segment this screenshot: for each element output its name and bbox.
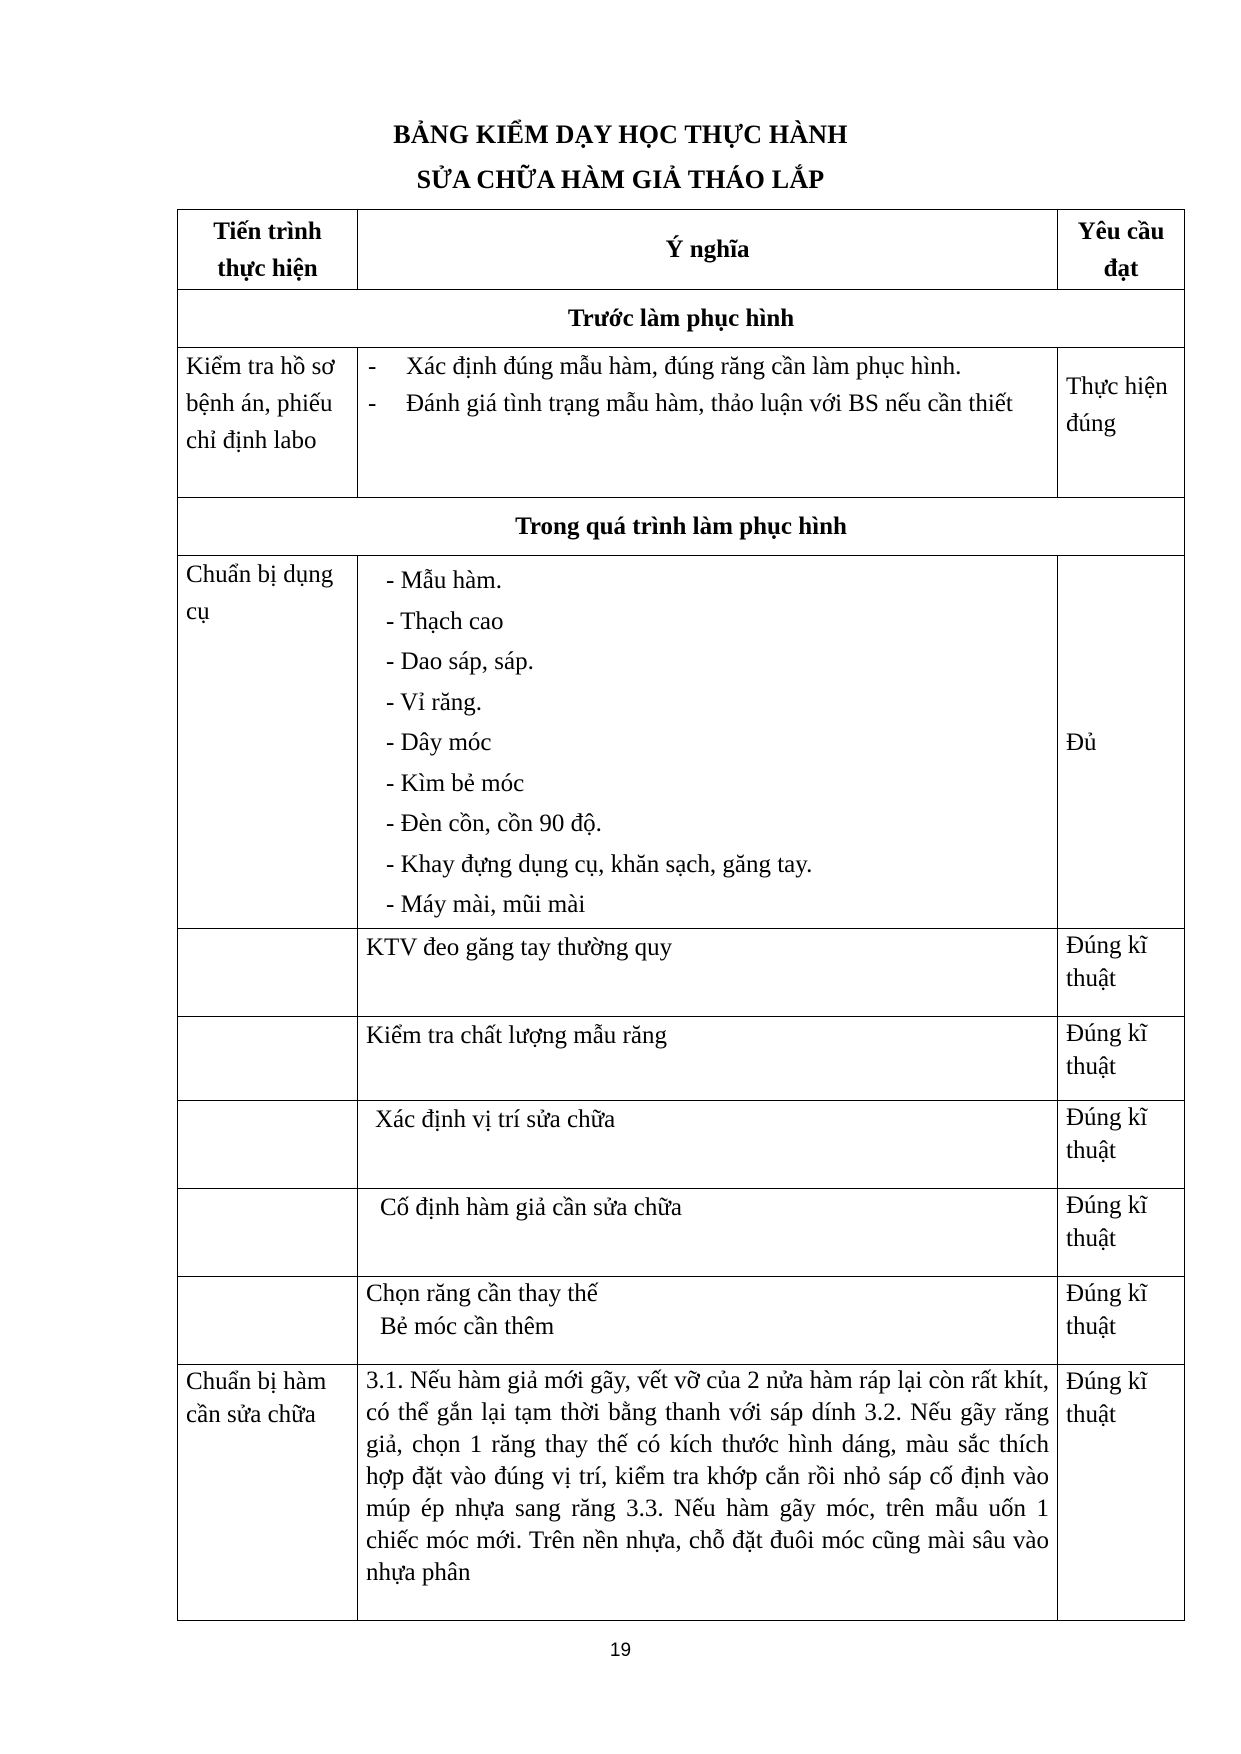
table-row (178, 348, 1185, 498)
step-cell (178, 1277, 358, 1365)
step-cell (178, 1189, 358, 1277)
meaning-cell (358, 1277, 1058, 1365)
meaning-cell: Kiểm tra chất lượng mẫu răng (358, 1017, 1058, 1101)
list-item: - Xác định đúng mẫu hàm, đúng răng cần làm phục hình. (366, 348, 1049, 385)
list-item: - Mẫu hàm. (386, 567, 502, 594)
meaning-cell: 3.1. Nếu hàm giả mới gãy, vết vỡ của 2 nửa hàm ráp lại còn rất khít, có thể gắn lại tạm thời bằng thanh với sáp dính 3.2. Nếu gãy răng giả, chọn 1 răng thay thế có kích thước hình dáng, màu sắc thích hợp đặt vào đúng vị trí, kiểm tra khớp cắn rồi nhỏ sáp cố định vào múp ép nhựa sang răng 3.3. Nếu hàm gãy móc, trên mẫu uốn 1 chiếc móc mới. Trên nền nhựa, chỗ đặt đuôi móc cũng mài sâu vào nhựa phân (358, 1365, 1058, 1621)
table-row (178, 1277, 1185, 1365)
requirement-cell: Đúng kĩ thuật (1058, 1277, 1185, 1365)
page-title-line2: SỬA CHỮA HÀM GIẢ THÁO LẮP (416, 165, 825, 194)
step-cell (178, 1101, 358, 1189)
requirement-cell: Thực hiện đúng (1058, 348, 1185, 498)
table-header-row (178, 210, 1185, 290)
list-item: - Đánh giá tình trạng mẫu hàm, thảo luận với BS nếu cần thiết (366, 385, 1049, 422)
section-row (178, 290, 1185, 348)
step-cell: Kiểm tra hồ sơ bệnh án, phiếu chỉ định labo (178, 348, 358, 498)
meaning-cell (358, 556, 1058, 929)
requirement-cell: Đúng kĩ thuật (1058, 1365, 1185, 1621)
page-title-line1: BẢNG KIỂM DẠY HỌC THỰC HÀNH (393, 120, 848, 149)
table-row (178, 1017, 1185, 1101)
step-cell: Chuẩn bị dụng cụ (178, 556, 358, 929)
step-cell (178, 1017, 358, 1101)
step-cell (178, 929, 358, 1017)
list-item: - Dao sáp, sáp. (386, 648, 534, 675)
requirement-cell: Đúng kĩ thuật (1058, 1101, 1185, 1189)
step-cell: Chuẩn bị hàm cần sửa chữa (178, 1365, 358, 1621)
list-item: - Máy mài, mũi mài (386, 891, 586, 918)
header-step: Tiến trình thực hiện (178, 210, 358, 290)
section-row (178, 498, 1185, 556)
list-item: - Kìm bẻ móc (386, 769, 525, 797)
list-item: - Đèn cồn, cồn 90 độ. (386, 810, 602, 837)
table-row (178, 1101, 1185, 1189)
bend-clasp-text: Bẻ móc cần thêm (380, 1313, 555, 1340)
header-requirement: Yêu cầu đạt (1058, 210, 1185, 290)
list-item: - Vỉ răng. (386, 688, 483, 716)
requirement-cell: Đúng kĩ thuật (1058, 1189, 1185, 1277)
requirement-cell: Đúng kĩ thuật (1058, 929, 1185, 1017)
table-row (178, 1189, 1185, 1277)
meaning-cell: Cố định hàm giả cần sửa chữa (358, 1189, 1058, 1277)
table-row (178, 929, 1185, 1017)
list-item: - Khay đựng dụng cụ, khăn sạch, găng tay. (386, 850, 813, 878)
list-item: - Thạch cao (386, 607, 504, 635)
section-title-before: Trước làm phục hình (178, 290, 1185, 348)
page-number: 19 (609, 1640, 632, 1661)
requirement-cell: Đủ (1058, 556, 1185, 929)
meaning-cell: KTV đeo găng tay thường quy (358, 929, 1058, 1017)
replace-tooth-text: Chọn răng cần thay thế (366, 1280, 598, 1307)
meaning-cell (358, 348, 1058, 498)
header-meaning: Ý nghĩa (358, 210, 1058, 290)
requirement-cell: Đúng kĩ thuật (1058, 1017, 1185, 1101)
table-row (178, 556, 1185, 929)
section-title-during: Trong quá trình làm phục hình (178, 498, 1185, 556)
table-row (178, 1365, 1185, 1621)
meaning-cell: Xác định vị trí sửa chữa (358, 1101, 1058, 1189)
checklist-table (177, 209, 1185, 1621)
list-item: - Dây móc (386, 729, 492, 756)
